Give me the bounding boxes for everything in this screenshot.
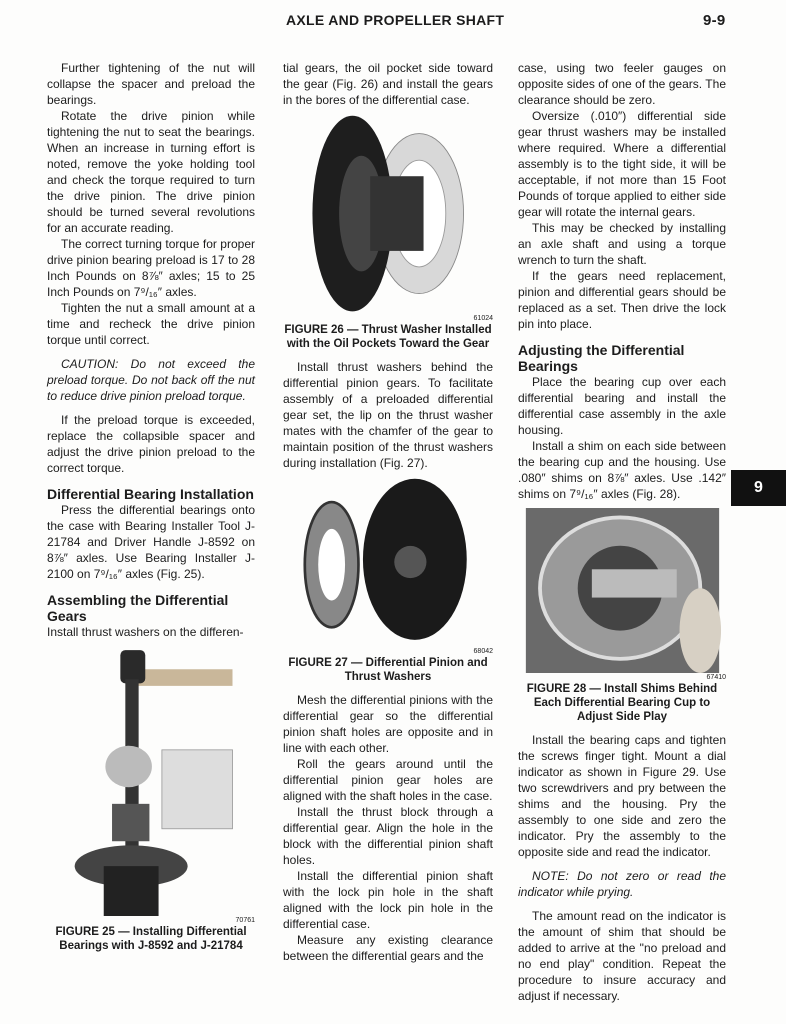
caution-note: CAUTION: Do not exceed the preload torque. Do not back off the nut to reduce drive pinion preload torque. <box>47 357 255 403</box>
paragraph: Install a shim on each side between the bearing cup and the housing. Use .080″ shims on 8⅞″ axles. Use .142″ shims on 7⁹/₁₆″ axles (Fig. 28). <box>518 439 726 501</box>
paragraph: Oversize (.010″) differential side gear thrust washers may be installed where required. Where a differential assembly is to the tight side, it will be acceptable, if not more than 15 Foot Pounds of torque applied to either side gear will rotate the internal gears. <box>518 109 726 219</box>
figure-id: 70761 <box>235 917 255 924</box>
paragraph: Rotate the drive pinion while tightening the nut to seat the bearings. When an increase in turning effort is noted, remove the yoke holding tool and check the torque required to turn the drive pinion. The drive pinion should be turned several revolutions for an accurate reading. <box>47 109 255 235</box>
figure-id: 67410 <box>706 674 726 681</box>
column-3 <box>518 60 726 1004</box>
figure-26-image <box>303 114 473 314</box>
section-heading: Differential Bearing Installation <box>47 486 254 502</box>
figure-caption: FIGURE 26 — Thrust Washer Installed with the Oil Pockets Toward the Gear <box>284 324 492 350</box>
paragraph: Install thrust washers behind the differential pinion gears. To facilitate assembly of a preloaded differential gear set, the lip on the thrust washer mates with the chamfer of the gear to maintain position of the thrust washers during installation (Fig. 27). <box>283 360 493 470</box>
paragraph: Install thrust washers on the differen- <box>47 625 244 639</box>
section-heading: Assembling the Differential Gears <box>47 592 229 624</box>
paragraph: Measure any existing clearance between the differential gears and the <box>283 933 493 963</box>
paragraph: Install the differential pinion shaft with the lock pin hole in the shaft aligned with the lock pin hole in the differential case. <box>283 869 493 931</box>
column-2 <box>283 60 493 964</box>
page-number: 9-9 <box>703 12 726 29</box>
paragraph: Mesh the differential pinions with the differential gear so the differential pinion shaft holes are opposite and in line with each other. <box>283 693 493 755</box>
column-1 <box>47 60 255 961</box>
paragraph: If the gears need replacement, pinion and differential gears should be replaced as a set. Then drive the lock pin into place. <box>518 269 726 331</box>
paragraph: Place the bearing cup over each differential bearing and install the differential case assembly in the axle housing. <box>518 375 726 437</box>
paragraph: case, using two feeler gauges on opposite sides of one of the gears. The clearance should be zero. <box>518 61 726 107</box>
paragraph: Tighten the nut a small amount at a time and recheck the drive pinion torque until correct. <box>47 301 255 347</box>
figure-caption: FIGURE 25 — Installing Differential Bearings with J-8592 and J-21784 <box>55 926 247 952</box>
paragraph: Roll the gears around until the differential pinion gear holes are aligned with the shaft holes in the case. <box>283 757 493 803</box>
paragraph: Install the bearing caps and tighten the screws finger tight. Mount a dial indicator as shown in Figure 29. Use two screwdrivers and pry between the shims and the housing. Pry the assembly to one side and zero the indicator. Pry the assembly to the opposite side and read the indicator. <box>518 733 726 859</box>
figure-id: 68042 <box>473 648 493 655</box>
section-tab: 9 <box>731 470 786 506</box>
paragraph: This may be checked by installing an axle shaft and using a torque wrench to turn the shaft. <box>518 221 726 267</box>
paragraph: tial gears, the oil pocket side toward the gear (Fig. 26) and install the gears in the bores of the differential case. <box>283 61 493 107</box>
paragraph: Install the thrust block through a differential gear. Align the hole in the block with the differential pinion shaft holes. <box>283 805 493 867</box>
paragraph: The amount read on the indicator is the amount of shim that should be added to arrive at the "no preload and no end play" condition. Repeat the procedure to insure accuracy and adjust if necessary. <box>518 909 726 1003</box>
section-heading: Adjusting the Differential Bearings <box>518 342 685 374</box>
figure-id: 61024 <box>473 315 493 322</box>
figure-25-image <box>54 646 249 916</box>
page-header-title: AXLE AND PROPELLER SHAFT <box>286 12 505 28</box>
figure-caption: FIGURE 27 — Differential Pinion and Thrust Washers <box>288 657 488 683</box>
paragraph: Further tightening of the nut will collapse the spacer and preload the bearings. <box>47 61 255 107</box>
figure-caption: FIGURE 28 — Install Shims Behind Each Differential Bearing Cup to Adjust Side Play <box>526 683 718 723</box>
figure-28-image <box>520 508 725 673</box>
paragraph: The correct turning torque for proper drive pinion bearing preload is 17 to 28 Inch Pounds on 8⅞″ axles; 15 to 25 Inch Pounds on 7⁹/₁₆″ axles. <box>47 237 255 299</box>
paragraph: Press the differential bearings onto the case with Bearing Installer Tool J-21784 and Driver Handle J-8592 on 8⅞″ axles. Use Bearing Installer J-2100 on 7⁹/₁₆″ axles (Fig. 25). <box>47 503 255 581</box>
paragraph: If the preload torque is exceeded, replace the collapsible spacer and adjust the drive pinion preload to the correct torque. <box>47 413 255 475</box>
note: NOTE: Do not zero or read the indicator while prying. <box>518 869 726 899</box>
figure-27-image <box>298 477 478 647</box>
